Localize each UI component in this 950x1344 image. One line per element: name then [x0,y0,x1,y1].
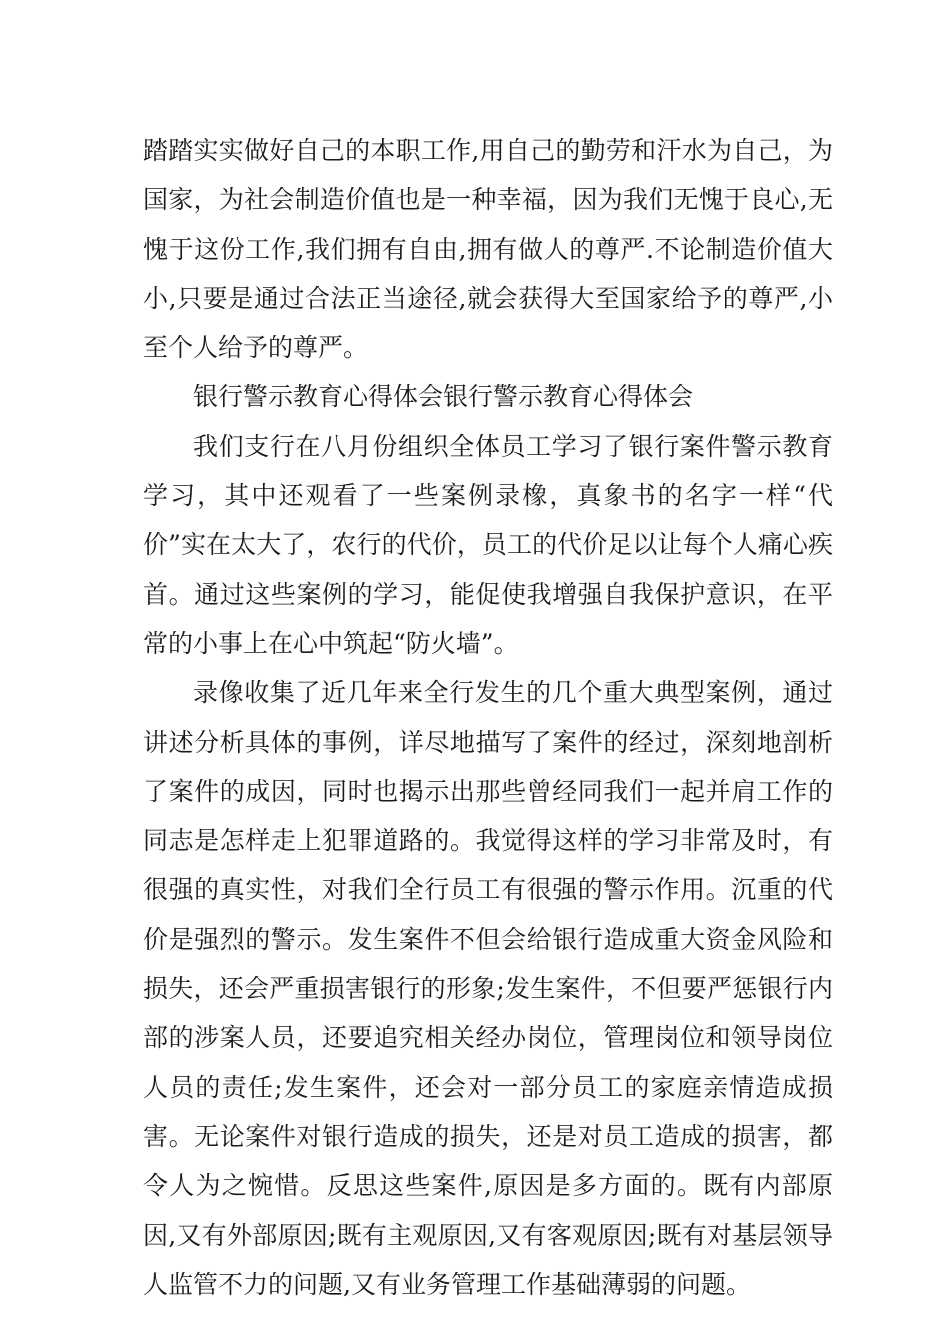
paragraph-1: 踏踏实实做好自己的本职工作,用自己的勤劳和汗水为自己，为国家，为社会制造价值也是一种幸福，因为我们无愧于良心,无愧于这份工作,我们拥有自由,拥有做人的尊严.不论制造价值大小,只要是通过合法正当途径,就会获得大至国家给予的尊严,小至个人给予的尊严。 [143,136,833,363]
document-body [143,126,833,1309]
paragraph-3: 我们支行在八月份组织全体员工学习了银行案件警示教育学习，其中还观看了一些案例录橡，真象书的名字一样“代价”实在太大了，农行的代价，员工的代价足以让每个人痛心疾首。通过这些案例的学习，能促使我增强自我保护意识，在平常的小事上在心中筑起“防火墙”。 [143,431,833,658]
paragraph-2-heading: 银行警示教育心得体会银行警示教育心得体会 [193,382,694,412]
paragraph-4: 录像收集了近几年来全行发生的几个重大典型案例，通过讲述分析具体的事例，详尽地描写了案件的经过，深刻地剖析了案件的成因，同时也揭示出那些曾经同我们一起并肩工作的同志是怎样走上犯罪道路的。我觉得这样的学习非常及时，有很强的真实性，对我们全行员工有很强的警示作用。沉重的代价是强烈的警示。发生案件不但会给银行造成重大资金风险和损失，还会严重损害银行的形象;发生案件，不但要严惩银行内部的涉案人员，还要追究相关经办岗位，管理岗位和领导岗位人员的责任;发生案件，还会对一部分员工的家庭亲情造成损害。无论案件对银行造成的损失，还是对员工造成的损害，都令人为之惋惜。反思这些案件,原因是多方面的。既有内部原因,又有外部原因;既有主观原因,又有客观原因;既有对基层领导人监管不力的问题,又有业务管理工作基础薄弱的问题。 [143,678,833,1299]
